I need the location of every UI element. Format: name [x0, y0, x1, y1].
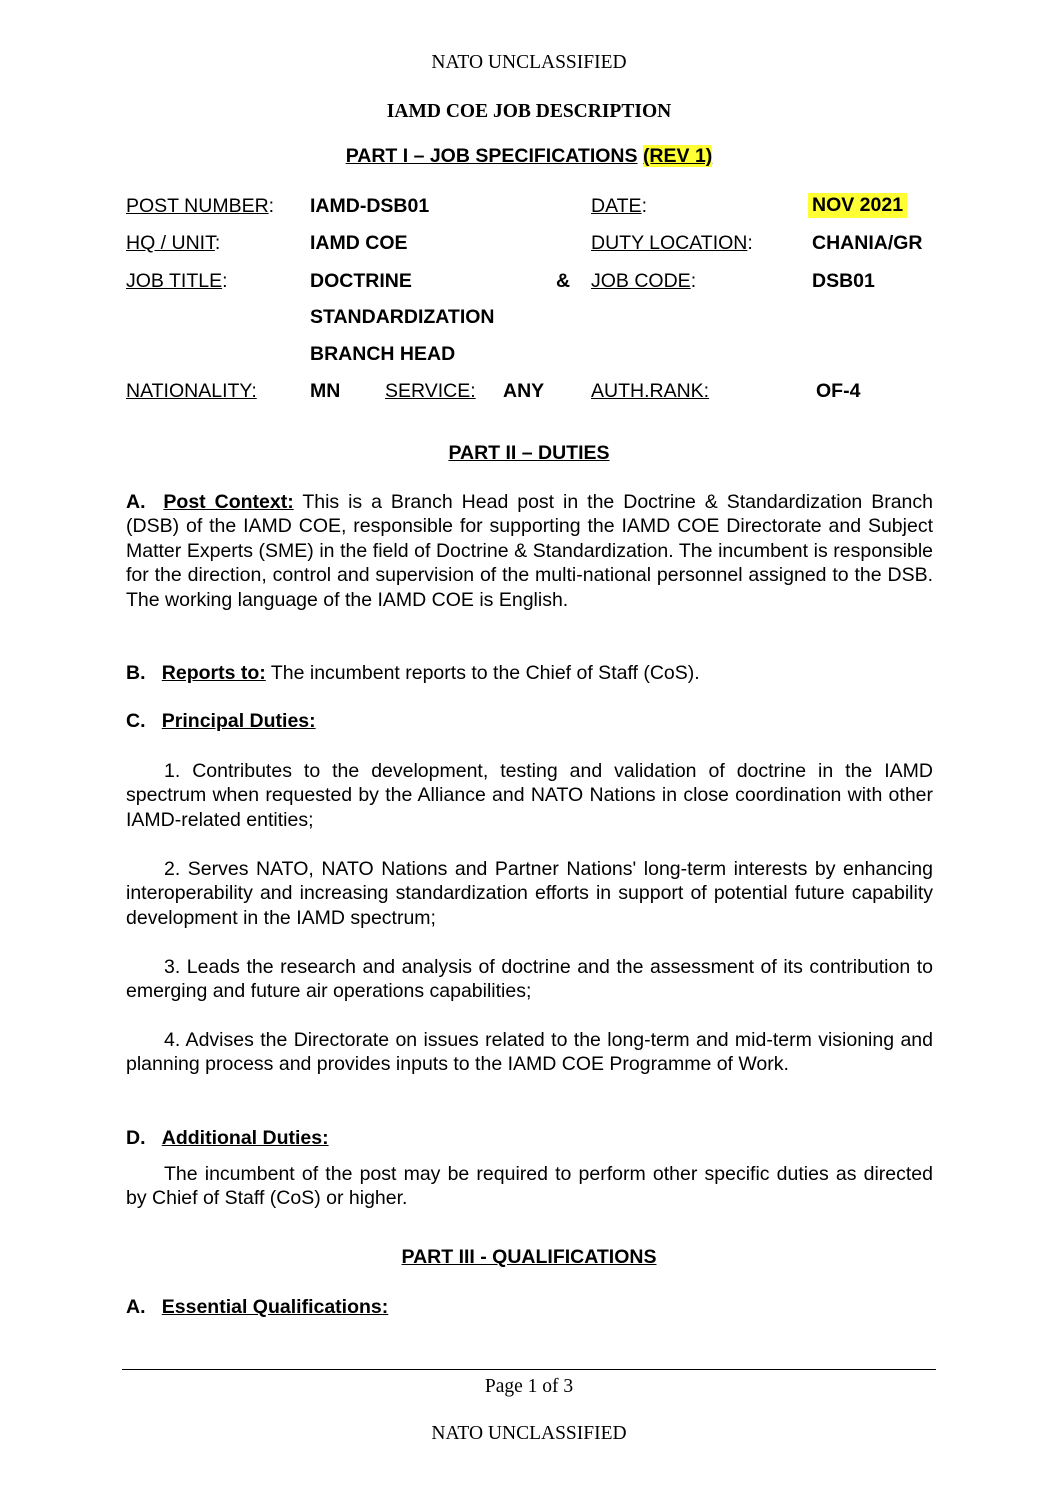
job-code-value: DSB01 [812, 270, 875, 292]
part1-revision: (REV 1) [642, 145, 713, 167]
duty-item-1: 1. Contributes to the development, testing and validation of doctrine in the IAMD spectrum when requested by the Alliance and NATO Nations in close coordination with other IAMD-related entities; [126, 760, 933, 831]
duty-location-value: CHANIA/GR [812, 232, 923, 254]
job-title-line1: DOCTRINE [310, 270, 412, 292]
service-value: ANY [503, 380, 545, 402]
section-c-principal-duties [126, 709, 933, 733]
hq-unit-label: HQ / UNIT: [126, 232, 221, 254]
section-a-post-context [126, 490, 933, 612]
classification-top: NATO UNCLASSIFIED [431, 52, 627, 73]
section-b-letter: B. [126, 662, 146, 684]
section-a-essential-qualifications [126, 1295, 933, 1319]
section-d-heading: Additional Duties: [161, 1127, 329, 1149]
part1-heading [0, 145, 1058, 168]
section-c-letter: C. [126, 710, 146, 732]
auth-rank-label: AUTH.RANK: [591, 380, 710, 402]
part3-a-heading: Essential Qualifications: [161, 1296, 389, 1318]
section-b-text: The incumbent reports to the Chief of Staff (CoS). [270, 662, 700, 684]
section-a-letter: A. [126, 491, 146, 513]
duty-item-3: 3. Leads the research and analysis of doctrine and the assessment of its contribution to emerging and future air operations capabilities; [126, 956, 933, 1003]
section-a-heading: Post Context: [163, 491, 294, 513]
job-title-ampersand: & [556, 270, 571, 292]
duty-item-2: 2. Serves NATO, NATO Nations and Partner Nations' long-term interests by enhancing interoperability and increasing standardization efforts in support of potential future capability development in the IAMD spectrum; [126, 858, 933, 929]
part2-title: PART II – DUTIES [448, 442, 610, 464]
duty-item-4: 4. Advises the Directorate on issues related to the long-term and mid-term visioning and planning process and provides inputs to the IAMD COE Programme of Work. [126, 1029, 933, 1076]
post-number-label: POST NUMBER: [126, 195, 275, 217]
date-value: NOV 2021 [808, 193, 907, 218]
duty-location-label: DUTY LOCATION: [591, 232, 753, 254]
date-label: DATE: [591, 195, 647, 217]
nationality-value: MN [310, 380, 341, 402]
part3-a-letter: A. [126, 1296, 146, 1318]
hq-unit-value: IAMD COE [310, 232, 408, 254]
auth-rank-value: OF-4 [816, 380, 861, 402]
classification-bottom: NATO UNCLASSIFIED [431, 1423, 627, 1444]
job-code-label: JOB CODE: [591, 270, 697, 292]
job-title-line2: STANDARDIZATION [310, 306, 495, 328]
job-title-label: JOB TITLE: [126, 270, 228, 292]
post-number-value: IAMD-DSB01 [310, 195, 430, 217]
part1-title: PART I – JOB SPECIFICATIONS [345, 145, 638, 167]
job-title-line3: BRANCH HEAD [310, 343, 456, 365]
section-a-text: This is a Branch Head post in the Doctrine & Standardization Branch (DSB) of the IAMD COE, responsible for supporting the IAMD COE Directorate and Subject Matter Experts (SME) in the field of Doctrine & Standardization. The incumbent is responsible for the direction, control and supervision of the multi-national personnel assigned to the DSB. The working language of the IAMD COE is English. [126, 491, 933, 611]
service-label: SERVICE: [385, 380, 476, 402]
footer-divider [122, 1369, 936, 1370]
page-number: Page 1 of 3 [484, 1376, 574, 1397]
section-d-additional-duties [126, 1126, 933, 1150]
section-c-heading: Principal Duties: [161, 710, 316, 732]
section-d-text: The incumbent of the post may be required to perform other specific duties as directed by Chief of Staff (CoS) or higher. [126, 1163, 933, 1210]
section-d-letter: D. [126, 1127, 146, 1149]
nationality-label: NATIONALITY: [126, 380, 257, 402]
section-b-reports-to [126, 661, 933, 685]
document-title: IAMD COE JOB DESCRIPTION [386, 101, 672, 122]
part3-title: PART III - QUALIFICATIONS [401, 1246, 657, 1268]
section-b-heading: Reports to: [161, 662, 266, 684]
